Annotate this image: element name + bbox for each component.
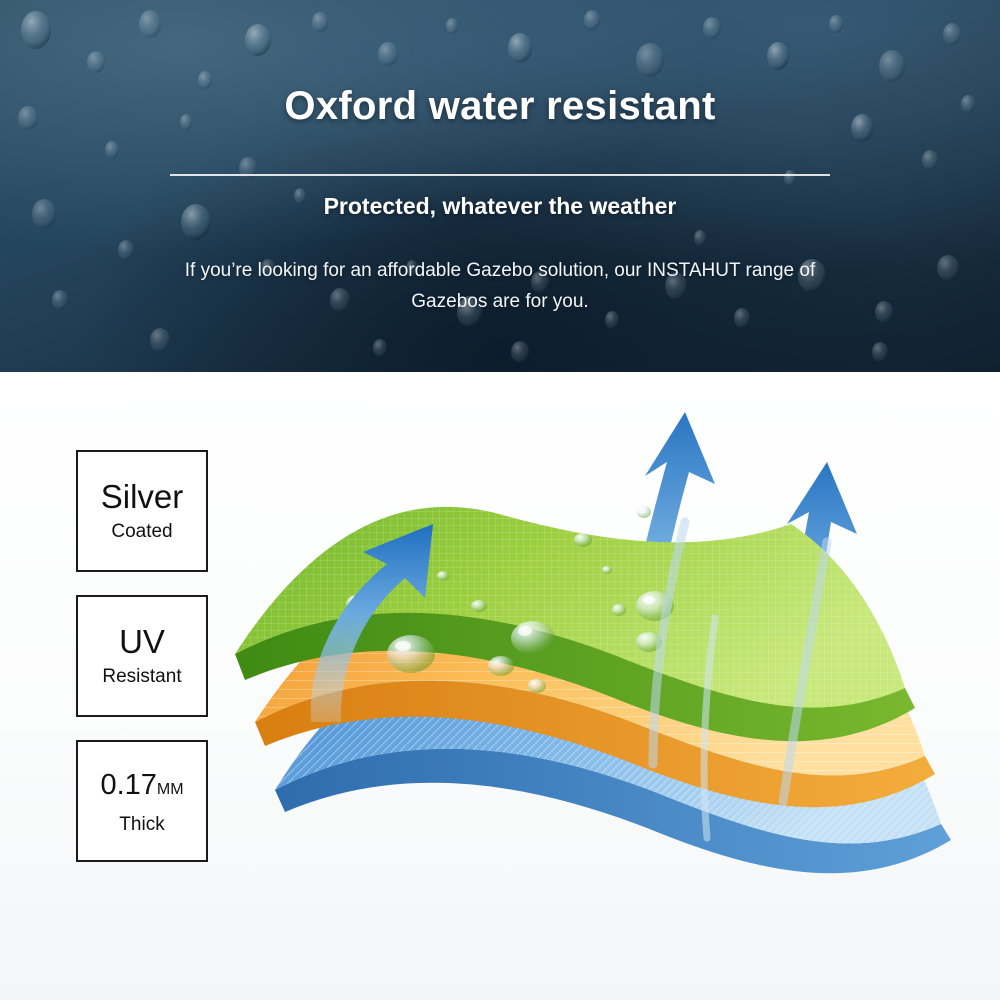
hero-description: If you’re looking for an affordable Gazebo solution, our INSTAHUT range of Gazebos are for you. (184, 259, 816, 312)
fabric-layers-svg (215, 392, 995, 992)
feature-spec-list (76, 450, 206, 885)
spec-label-coated: Coated (111, 521, 173, 542)
spec-box-silver-coated (76, 450, 208, 572)
fabric-spec-panel (0, 372, 1000, 1000)
hero-banner (0, 0, 1000, 372)
spec-label-resistant: Resistant (102, 666, 182, 687)
spec-box-thickness (76, 740, 208, 862)
spec-value-thickness (100, 766, 183, 809)
spec-number-thickness: 0.17 (100, 768, 157, 801)
fabric-layers-diagram (215, 392, 995, 992)
spec-label-thick: Thick (119, 813, 165, 835)
hero-subtitle: Protected, whatever the weather (323, 192, 677, 219)
hero-title: Oxford water resistant (284, 84, 716, 128)
spec-unit-mm: MM (156, 780, 184, 798)
spec-value-silver: Silver (100, 478, 184, 515)
spec-value-uv: UV (119, 623, 165, 660)
spec-box-uv-resistant (76, 595, 208, 717)
hero-divider (170, 174, 830, 176)
